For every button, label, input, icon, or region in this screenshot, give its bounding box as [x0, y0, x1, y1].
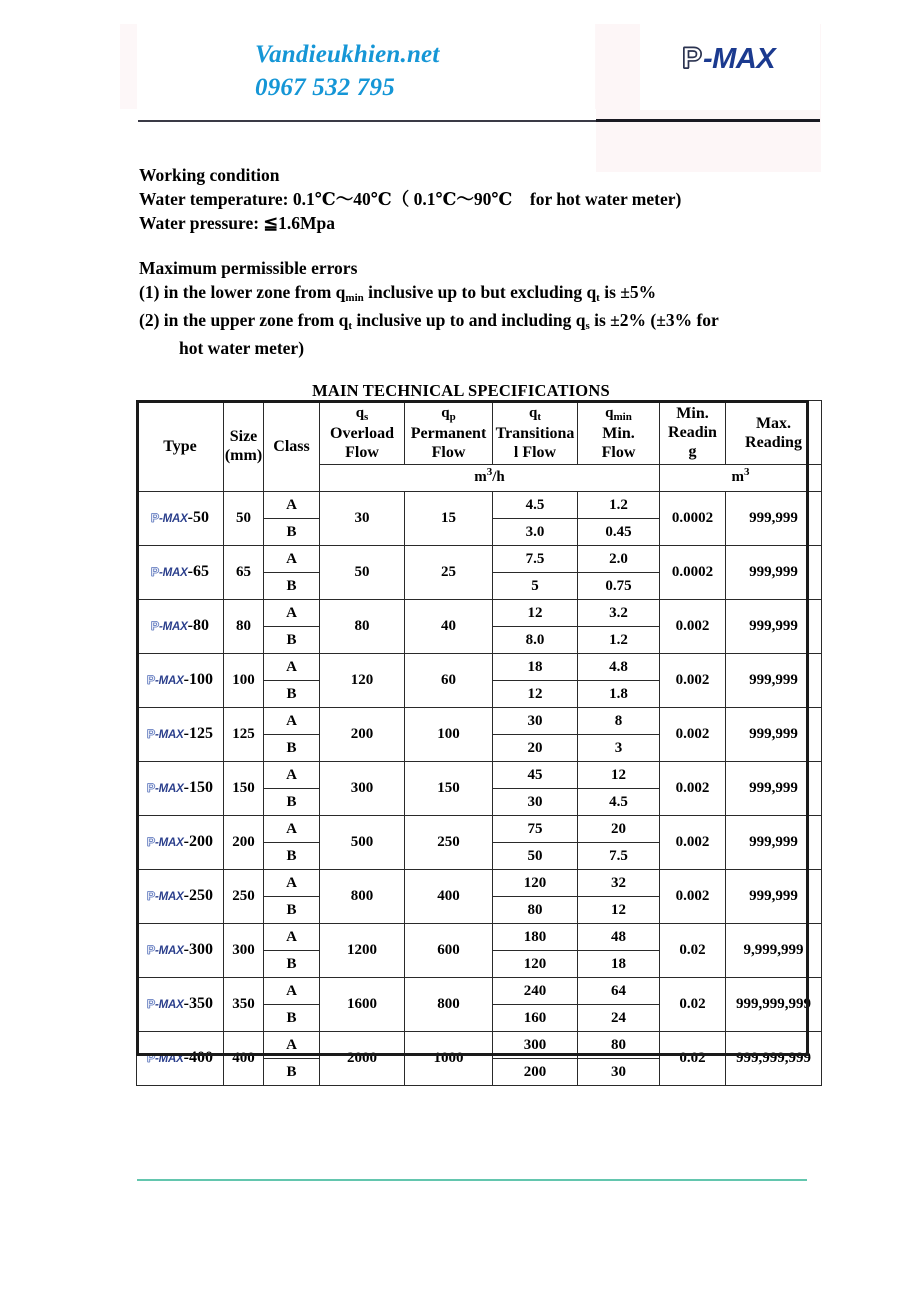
- cell-size: 100: [224, 654, 264, 708]
- text-block-spacer: [139, 235, 839, 256]
- cell-qt-b: 3.0: [493, 519, 578, 546]
- cell-qmin-b: 24: [578, 1005, 660, 1032]
- cell-class-a: A: [264, 546, 320, 573]
- cell-qs: 1600: [320, 978, 405, 1032]
- unit-reading-m: m: [731, 469, 744, 485]
- spec-table: [136, 400, 822, 1086]
- cell-class-b: B: [264, 951, 320, 978]
- row-logo-max: -MAX: [155, 783, 184, 795]
- cell-size: 250: [224, 870, 264, 924]
- qp-symbol: q: [441, 405, 450, 421]
- cell-qs: 50: [320, 546, 405, 600]
- cell-min-reading: 0.002: [660, 762, 726, 816]
- col-header-qs: [320, 401, 405, 465]
- logo-max-text: -MAX: [703, 42, 776, 75]
- cell-qs: 1200: [320, 924, 405, 978]
- cell-min-reading: 0.002: [660, 654, 726, 708]
- row-type-suffix: -350: [183, 995, 213, 1012]
- water-temperature-line: Water temperature: 0.1℃～40℃（ 0.1℃～90℃ for hot water meter): [139, 189, 682, 209]
- cell-qmin-b: 0.75: [578, 573, 660, 600]
- cell-qp: 15: [405, 492, 493, 546]
- cell-qt-b: 20: [493, 735, 578, 762]
- qs-label-l1: Overload: [330, 425, 394, 442]
- row-logo-max: -MAX: [155, 1053, 184, 1065]
- cell-qt-a: 18: [493, 654, 578, 681]
- row-type-suffix: -300: [183, 941, 213, 958]
- unit-reading: [660, 465, 822, 492]
- cell-type: [137, 870, 224, 924]
- row-logo-max: -MAX: [155, 675, 184, 687]
- cell-max-reading: 999,999: [726, 708, 822, 762]
- cell-qs: 120: [320, 654, 405, 708]
- row-pmax-logo: [151, 617, 188, 637]
- qp-subscript: p: [449, 411, 456, 423]
- cell-type: [137, 708, 224, 762]
- cell-class-b: B: [264, 681, 320, 708]
- cell-class-b: B: [264, 843, 320, 870]
- qmin-subscript: min: [613, 411, 632, 423]
- cell-qt-b: 8.0: [493, 627, 578, 654]
- cell-qt-b: 5: [493, 573, 578, 600]
- cell-class-b: B: [264, 627, 320, 654]
- cell-qmin-b: 30: [578, 1059, 660, 1086]
- row-pmax-logo: [147, 1049, 184, 1069]
- table-row: [137, 546, 822, 573]
- row-pmax-logo: [147, 725, 184, 745]
- cell-qt-a: 7.5: [493, 546, 578, 573]
- table-row: [137, 1032, 822, 1059]
- row-pmax-logo: [147, 887, 184, 907]
- row-pmax-logo: [151, 563, 188, 583]
- cell-min-reading: 0.02: [660, 1032, 726, 1086]
- page-header: [0, 0, 922, 130]
- cell-type: [137, 924, 224, 978]
- cell-qp: 1000: [405, 1032, 493, 1086]
- cell-qt-a: 45: [493, 762, 578, 789]
- watermark-phone: 0967 532 795: [255, 74, 395, 101]
- cell-qt-a: 240: [493, 978, 578, 1005]
- cell-qmin-a: 32: [578, 870, 660, 897]
- spec-table-body: [137, 492, 822, 1086]
- error-1-pre: (1) in the lower zone from q: [139, 282, 346, 302]
- error-1-mid: inclusive up to but excluding q: [363, 282, 597, 302]
- cell-qt-a: 75: [493, 816, 578, 843]
- cell-type: [137, 1032, 224, 1086]
- unit-flow-m: m: [474, 469, 487, 485]
- error-2-line2: hot water meter): [179, 338, 305, 358]
- row-logo-p: P: [147, 673, 156, 687]
- row-pmax-logo: [147, 833, 184, 853]
- qt-symbol: q: [528, 405, 538, 421]
- cell-qmin-b: 18: [578, 951, 660, 978]
- row-type-suffix: -200: [183, 833, 213, 850]
- cell-qp: 150: [405, 762, 493, 816]
- cell-qt-b: 30: [493, 789, 578, 816]
- cell-class-a: A: [264, 978, 320, 1005]
- qs-subscript: s: [364, 411, 369, 423]
- cell-qt-b: 200: [493, 1059, 578, 1086]
- cell-max-reading: 999,999: [726, 654, 822, 708]
- working-condition-title: Working condition: [139, 165, 280, 185]
- col-header-qmin: [578, 401, 660, 465]
- row-logo-p: P: [147, 1051, 156, 1065]
- qmin-label-l2: Flow: [601, 444, 636, 461]
- cell-qp: 400: [405, 870, 493, 924]
- cell-min-reading: 0.0002: [660, 492, 726, 546]
- qs-symbol: q: [355, 405, 365, 421]
- cell-qp: 40: [405, 600, 493, 654]
- row-logo-max: -MAX: [159, 621, 188, 633]
- cell-qmin-a: 20: [578, 816, 660, 843]
- cell-class-a: A: [264, 708, 320, 735]
- pmax-logo: [682, 44, 775, 74]
- col-header-class: Class: [264, 401, 320, 492]
- table-title: MAIN TECHNICAL SPECIFICATIONS: [312, 381, 610, 400]
- min-reading-l1: Min.: [676, 405, 709, 422]
- header-rule-left: [138, 120, 596, 122]
- row-type-suffix: -50: [187, 509, 209, 526]
- cell-class-a: A: [264, 924, 320, 951]
- row-pmax-logo: [147, 779, 184, 799]
- row-logo-p: P: [147, 781, 156, 795]
- cell-class-a: A: [264, 492, 320, 519]
- col-header-size-l2: (mm): [224, 447, 263, 464]
- cell-qs: 30: [320, 492, 405, 546]
- error-2-post: is ±2% (±3% for: [589, 310, 719, 330]
- cell-size: 300: [224, 924, 264, 978]
- row-logo-max: -MAX: [159, 567, 188, 579]
- logo-p-letter: P: [682, 42, 703, 75]
- table-row: [137, 654, 822, 681]
- cell-qt-a: 12: [493, 600, 578, 627]
- cell-max-reading: 999,999: [726, 492, 822, 546]
- cell-qp: 600: [405, 924, 493, 978]
- cell-qs: 300: [320, 762, 405, 816]
- row-logo-max: -MAX: [155, 837, 184, 849]
- cell-qs: 500: [320, 816, 405, 870]
- cell-max-reading: 999,999,999: [726, 1032, 822, 1086]
- table-row: [137, 816, 822, 843]
- cell-qt-a: 4.5: [493, 492, 578, 519]
- cell-qmin-a: 48: [578, 924, 660, 951]
- header-rule-right: [596, 119, 820, 122]
- unit-flow: [320, 465, 660, 492]
- row-logo-p: P: [151, 565, 160, 579]
- row-logo-max: -MAX: [155, 729, 184, 741]
- cell-type: [137, 762, 224, 816]
- watermark-contact: [255, 38, 440, 104]
- cell-size: 350: [224, 978, 264, 1032]
- cell-class-b: B: [264, 573, 320, 600]
- row-pmax-logo: [147, 995, 184, 1015]
- cell-class-b: B: [264, 1005, 320, 1032]
- row-type-suffix: -400: [183, 1049, 213, 1066]
- row-logo-max: -MAX: [159, 513, 188, 525]
- error-1-sub-min: min: [345, 292, 364, 304]
- document-body-text: [139, 163, 839, 361]
- cell-qmin-b: 4.5: [578, 789, 660, 816]
- row-pmax-logo: [147, 671, 184, 691]
- error-2-sub-t: t: [348, 320, 353, 332]
- cell-type: [137, 492, 224, 546]
- spec-table-head: [137, 401, 822, 492]
- cell-qt-b: 12: [493, 681, 578, 708]
- qs-label-l2: Flow: [345, 444, 379, 461]
- row-logo-p: P: [147, 835, 156, 849]
- cell-size: 125: [224, 708, 264, 762]
- cell-qmin-a: 1.2: [578, 492, 660, 519]
- cell-max-reading: 999,999: [726, 762, 822, 816]
- cell-qt-a: 180: [493, 924, 578, 951]
- watermark-site: Vandieukhien.net: [255, 41, 440, 68]
- cell-class-a: A: [264, 870, 320, 897]
- row-logo-max: -MAX: [155, 891, 184, 903]
- qp-label-l1: Permanent: [410, 425, 487, 442]
- cell-type: [137, 600, 224, 654]
- table-row: [137, 978, 822, 1005]
- col-header-min-reading: [660, 401, 726, 465]
- cell-qp: 250: [405, 816, 493, 870]
- unit-flow-sup: 3: [486, 466, 493, 478]
- cell-max-reading: 9,999,999: [726, 924, 822, 978]
- cell-qs: 80: [320, 600, 405, 654]
- row-type-suffix: -65: [187, 563, 209, 580]
- unit-flow-tail: /h: [492, 469, 505, 485]
- cell-min-reading: 0.002: [660, 708, 726, 762]
- cell-qt-b: 50: [493, 843, 578, 870]
- cell-qp: 800: [405, 978, 493, 1032]
- cell-qmin-b: 12: [578, 897, 660, 924]
- error-1-sub-t: t: [596, 292, 600, 304]
- qmin-label-l1: Min.: [602, 425, 635, 442]
- cell-qmin-a: 2.0: [578, 546, 660, 573]
- footer-rule: [137, 1179, 807, 1181]
- error-2-pre: (2) in the upper zone from q: [139, 310, 349, 330]
- cell-qmin-a: 80: [578, 1032, 660, 1059]
- cell-qp: 100: [405, 708, 493, 762]
- cell-type: [137, 654, 224, 708]
- cell-min-reading: 0.0002: [660, 546, 726, 600]
- cell-size: 65: [224, 546, 264, 600]
- row-pmax-logo: [147, 941, 184, 961]
- cell-min-reading: 0.002: [660, 816, 726, 870]
- cell-size: 150: [224, 762, 264, 816]
- table-row: [137, 870, 822, 897]
- col-header-max-reading: [726, 401, 822, 465]
- qt-label-l2: l Flow: [513, 444, 557, 461]
- cell-qp: 60: [405, 654, 493, 708]
- cell-size: 80: [224, 600, 264, 654]
- qt-label-l1: Transitiona: [495, 425, 575, 442]
- row-logo-max: -MAX: [155, 999, 184, 1011]
- cell-qt-a: 120: [493, 870, 578, 897]
- table-row: [137, 492, 822, 519]
- max-reading-l2: Reading: [745, 433, 802, 451]
- table-row: [137, 708, 822, 735]
- cell-qmin-b: 3: [578, 735, 660, 762]
- cell-qt-b: 120: [493, 951, 578, 978]
- row-logo-p: P: [151, 619, 160, 633]
- row-logo-p: P: [147, 943, 156, 957]
- cell-qmin-b: 0.45: [578, 519, 660, 546]
- cell-qmin-a: 8: [578, 708, 660, 735]
- row-logo-max: -MAX: [155, 945, 184, 957]
- cell-max-reading: 999,999: [726, 600, 822, 654]
- cell-qt-b: 80: [493, 897, 578, 924]
- cell-class-b: B: [264, 1059, 320, 1086]
- cell-class-a: A: [264, 816, 320, 843]
- cell-max-reading: 999,999: [726, 816, 822, 870]
- row-type-suffix: -100: [183, 671, 213, 688]
- water-pressure-line: Water pressure: ≦1.6Mpa: [139, 213, 335, 233]
- cell-type: [137, 546, 224, 600]
- cell-max-reading: 999,999: [726, 546, 822, 600]
- row-logo-p: P: [147, 997, 156, 1011]
- cell-size: 50: [224, 492, 264, 546]
- row-type-suffix: -80: [187, 617, 209, 634]
- row-pmax-logo: [151, 509, 188, 529]
- table-row: [137, 924, 822, 951]
- cell-qt-a: 300: [493, 1032, 578, 1059]
- errors-title: Maximum permissible errors: [139, 258, 358, 278]
- cell-min-reading: 0.02: [660, 978, 726, 1032]
- cell-class-a: A: [264, 600, 320, 627]
- cell-qmin-b: 1.8: [578, 681, 660, 708]
- col-header-size: [224, 401, 264, 492]
- cell-qs: 2000: [320, 1032, 405, 1086]
- cell-class-b: B: [264, 735, 320, 762]
- min-reading-l3: g: [688, 443, 697, 460]
- row-type-suffix: -250: [183, 887, 213, 904]
- cell-class-a: A: [264, 762, 320, 789]
- table-row: [137, 600, 822, 627]
- cell-type: [137, 816, 224, 870]
- cell-max-reading: 999,999,999: [726, 978, 822, 1032]
- row-type-suffix: -150: [183, 779, 213, 796]
- min-reading-l2: Readin: [668, 424, 717, 441]
- cell-qmin-b: 7.5: [578, 843, 660, 870]
- qp-label-l2: Flow: [431, 444, 466, 461]
- cell-min-reading: 0.002: [660, 870, 726, 924]
- cell-qs: 200: [320, 708, 405, 762]
- cell-qmin-a: 12: [578, 762, 660, 789]
- row-logo-p: P: [147, 727, 156, 741]
- error-item-1: [139, 280, 839, 308]
- row-logo-p: P: [151, 511, 160, 525]
- cell-qt-b: 160: [493, 1005, 578, 1032]
- row-type-suffix: -125: [183, 725, 213, 742]
- cell-max-reading: 999,999: [726, 870, 822, 924]
- cell-class-a: A: [264, 1032, 320, 1059]
- error-2-sub-s: s: [585, 320, 590, 332]
- cell-qs: 800: [320, 870, 405, 924]
- cell-class-b: B: [264, 789, 320, 816]
- cell-size: 200: [224, 816, 264, 870]
- cell-qt-a: 30: [493, 708, 578, 735]
- col-header-size-l1: Size: [229, 428, 258, 445]
- cell-qmin-b: 1.2: [578, 627, 660, 654]
- table-row: [137, 762, 822, 789]
- col-header-qt: [493, 401, 578, 465]
- cell-size: 400: [224, 1032, 264, 1086]
- qt-subscript: t: [537, 411, 541, 423]
- cell-qmin-a: 3.2: [578, 600, 660, 627]
- error-1-post: is ±5%: [599, 282, 657, 302]
- cell-qp: 25: [405, 546, 493, 600]
- header-row-main: [137, 401, 822, 465]
- unit-reading-sup: 3: [744, 466, 750, 478]
- max-reading-l1: Max.: [755, 414, 792, 432]
- error-item-2: [139, 308, 839, 361]
- cell-min-reading: 0.002: [660, 600, 726, 654]
- cell-class-b: B: [264, 897, 320, 924]
- cell-qmin-a: 64: [578, 978, 660, 1005]
- cell-qmin-a: 4.8: [578, 654, 660, 681]
- cell-min-reading: 0.02: [660, 924, 726, 978]
- error-2-mid: inclusive up to and including q: [352, 310, 586, 330]
- col-header-type: Type: [137, 401, 224, 492]
- row-logo-p: P: [147, 889, 156, 903]
- qmin-symbol: q: [605, 405, 614, 421]
- cell-class-a: A: [264, 654, 320, 681]
- cell-class-b: B: [264, 519, 320, 546]
- cell-type: [137, 978, 224, 1032]
- col-header-qp: [405, 401, 493, 465]
